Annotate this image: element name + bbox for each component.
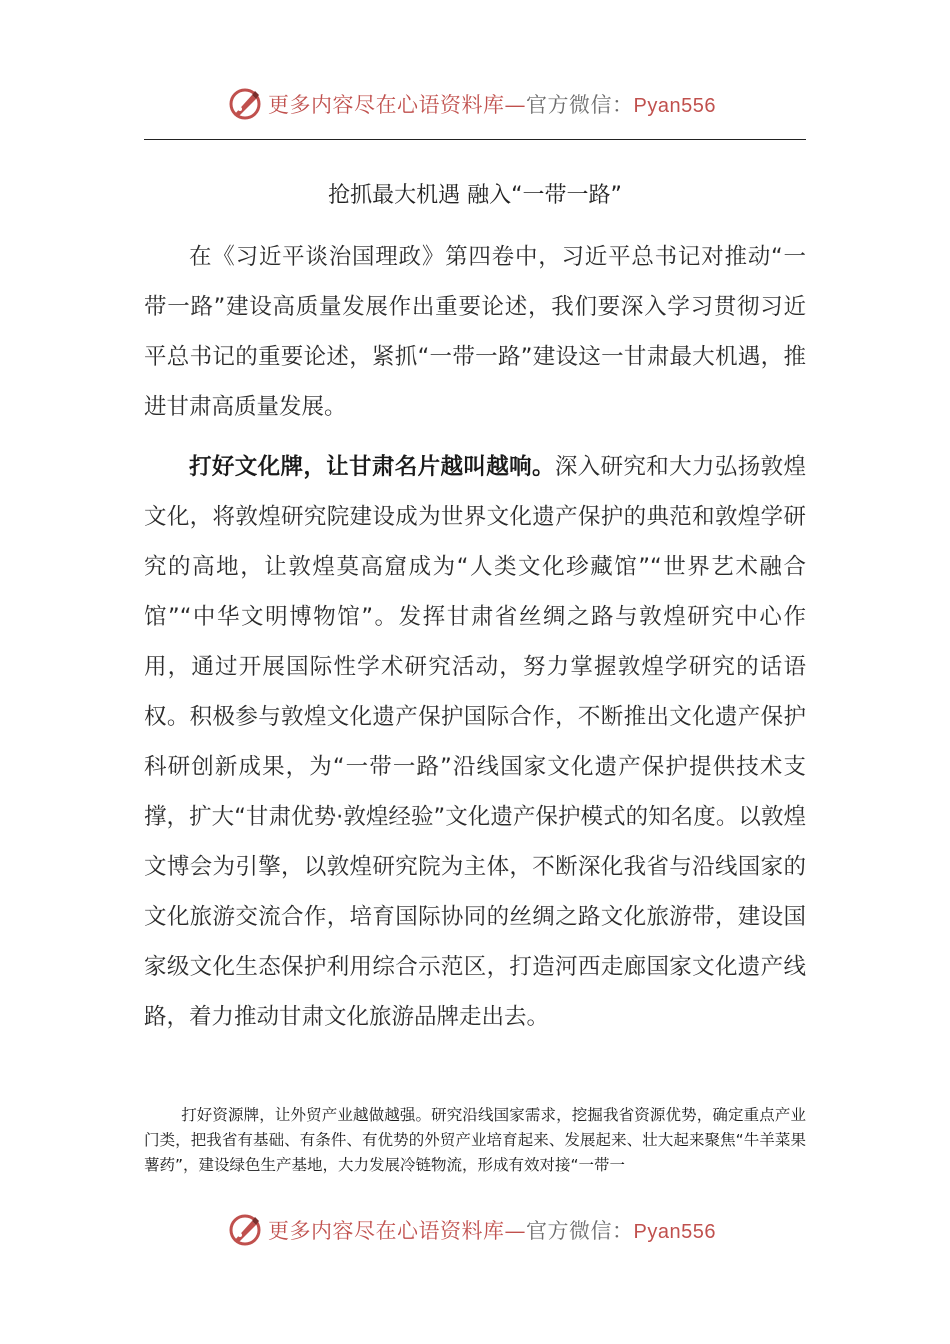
banner-slogan: 更多内容尽在心语资料库 — [268, 1219, 505, 1243]
pen-circle-logo-icon — [228, 87, 262, 121]
banner-dash: — — [504, 1219, 526, 1243]
section2-paragraph-container — [144, 1103, 806, 1178]
banner-text — [268, 1215, 716, 1245]
section1-paragraph — [144, 442, 806, 1042]
section1-body: 深入研究和大力弘扬敦煌文化，将敦煌研究院建设成为世界文化遗产保护的典范和敦煌学研究的高地，让敦煌莫高窟成为“人类文化珍藏馆”“世界艺术融合馆”“中华文明博物馆”。发挥甘肃省丝绸之路与敦煌研究中心作用，通过开展国际性学术研究活动，努力掌握敦煌学研究的话语权。积极参与敦煌文化遗产保护国际合作，不断推出文化遗产保护科研创新成果，为“一带一路”沿线国家文化遗产保护提供技术支撑，扩大“甘肃优势·敦煌经验”文化遗产保护模式的知名度。以敦煌文博会为引擎，以敦煌研究院为主体，不断深化我省与沿线国家的文化旅游交流合作，培育国际协同的丝绸之路文化旅游带，建设国家级文化生态保护利用综合示范区，打造河西走廊国家文化遗产线路，着力推动甘肃文化旅游品牌走出去。 — [144, 454, 806, 1030]
section1-heading: 打好文化牌，让甘肃名片越叫越响。 — [189, 454, 555, 480]
intro-paragraph: 在《习近平谈治国理政》第四卷中，习近平总书记对推动“一带一路”建设高质量发展作出重要论述，我们要深入学习贯彻习近平总书记的重要论述，紧抓“一带一路”建设这一甘肃最大机遇，推进甘肃高质量发展。 — [144, 244, 806, 420]
banner-dash: — — [504, 93, 526, 117]
article-title: 抢抓最大机遇 融入“一带一路” — [328, 183, 622, 208]
wechat-label: 官方微信： — [526, 1219, 634, 1243]
banner-slogan: 更多内容尽在心语资料库 — [268, 93, 505, 117]
pen-circle-logo-icon — [228, 1213, 262, 1247]
header-divider — [144, 139, 806, 140]
banner-text — [268, 89, 716, 119]
article-body — [144, 232, 806, 1052]
footer-banner — [228, 1210, 748, 1250]
wechat-id: Pyan556 — [633, 95, 716, 117]
wechat-label: 官方微信： — [526, 93, 634, 117]
section2-paragraph: 打好资源牌，让外贸产业越做越强。研究沿线国家需求，挖掘我省资源优势，确定重点产业门类，把我省有基础、有条件、有优势的外贸产业培育起来、发展起来、壮大起来聚焦“牛羊菜果薯药”，建设绿色生产基地，大力发展冷链物流，形成有效对接“一带一 — [144, 1106, 806, 1174]
wechat-id: Pyan556 — [633, 1221, 716, 1243]
header-banner — [228, 84, 748, 124]
